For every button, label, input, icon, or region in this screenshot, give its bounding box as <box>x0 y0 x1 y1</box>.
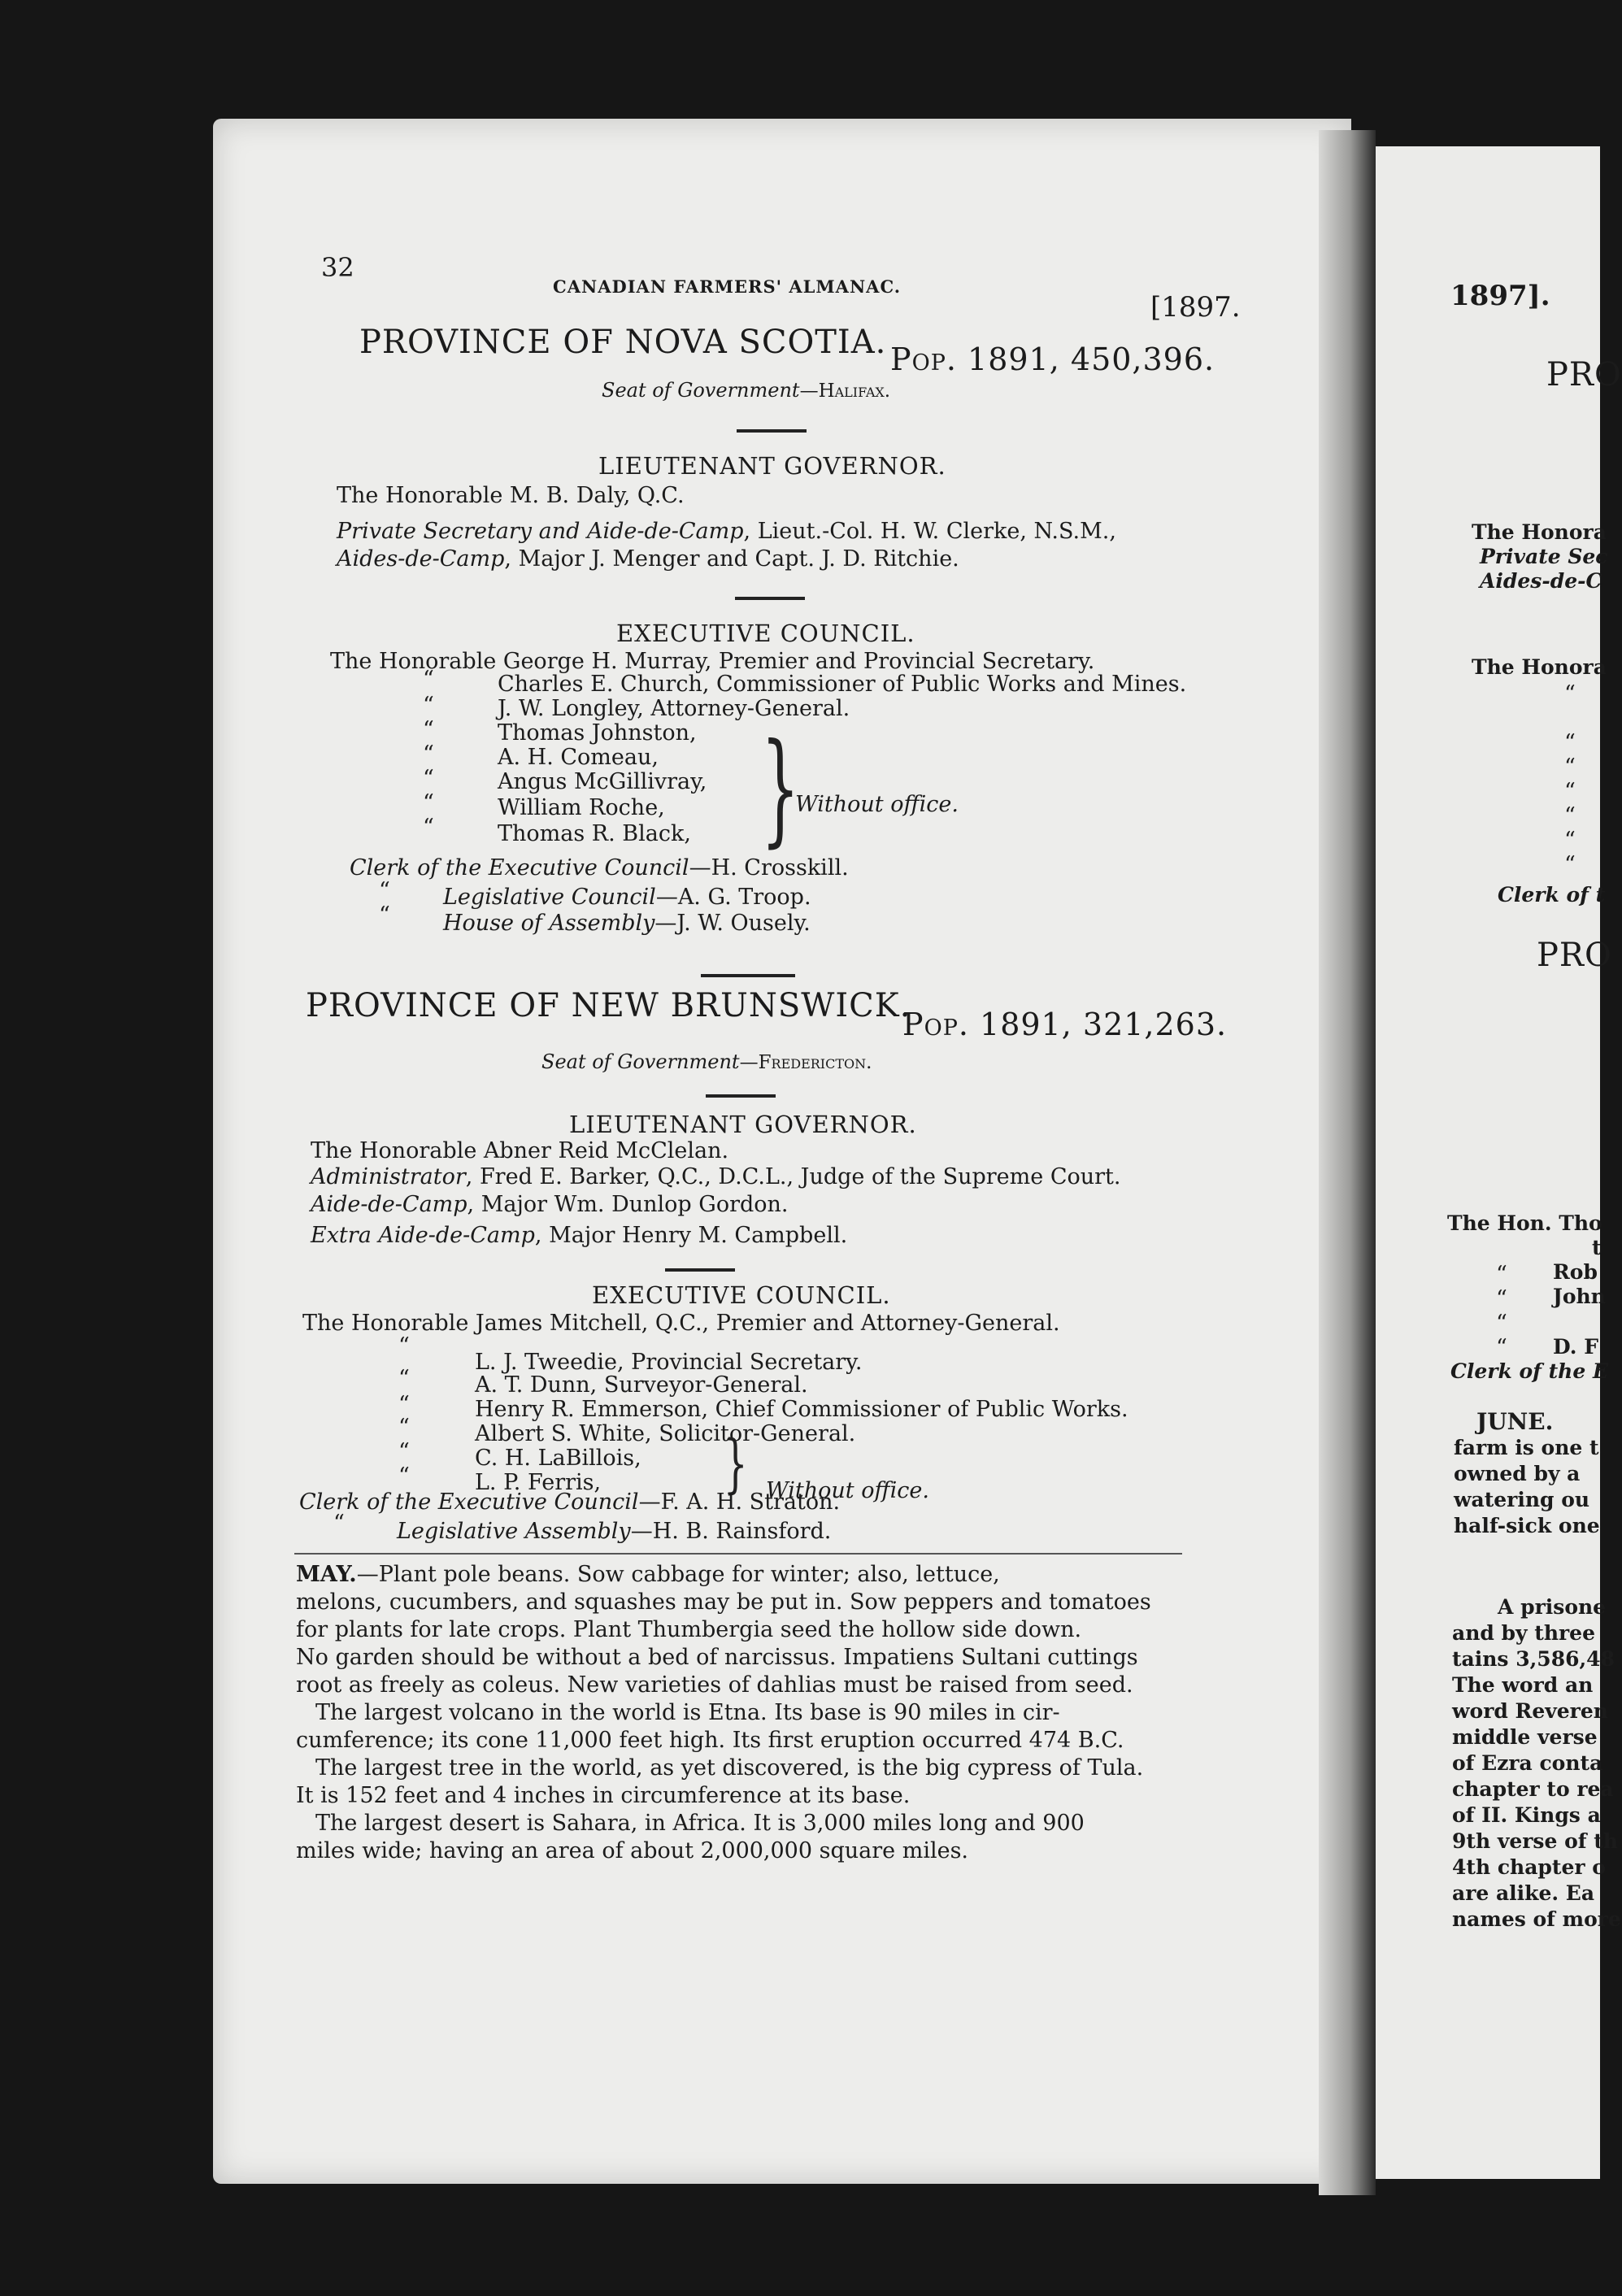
ditto-mark: “ <box>1496 1286 1507 1311</box>
facing-line: and by three <box>1452 1621 1595 1645</box>
nb-seat: Seat of Government—Fredericton. <box>541 1050 872 1073</box>
ditto-mark: “ <box>1564 681 1576 707</box>
nb-lg-line: Aide-de-Camp, Major Wm. Dunlop Gordon. <box>311 1192 789 1217</box>
nb-ec-line: C. H. LaBillois, <box>475 1446 641 1471</box>
ns-ec-line: Angus McGillivray, <box>498 769 707 794</box>
may-line: The largest tree in the world, as yet discovered, is the big cypress of Tula. <box>315 1755 1144 1781</box>
nb-lg-heading: LIEUTENANT GOVERNOR. <box>569 1111 917 1138</box>
may-line: melons, cucumbers, and squashes may be put in. Sow peppers and tomatoes <box>296 1589 1151 1615</box>
divider <box>701 974 795 977</box>
ditto-mark: “ <box>423 815 434 840</box>
ditto-mark: “ <box>398 1415 410 1440</box>
ns-ec-line: Thomas Johnston, <box>498 720 697 746</box>
facing-line: owned by a <box>1454 1462 1581 1485</box>
may-line: The largest desert is Sahara, in Africa. It is 3,000 miles long and 900 <box>315 1811 1085 1836</box>
facing-line: The word an <box>1452 1673 1594 1697</box>
may-line: cumference; its cone 11,000 feet high. Its first eruption occurred 474 B.C. <box>296 1728 1124 1753</box>
ns-clerk-line: Legislative Council—A. G. Troop. <box>443 885 811 910</box>
ditto-mark: “ <box>398 1463 410 1489</box>
running-year: [1897. <box>1150 291 1241 324</box>
nb-ec-line: Henry R. Emmerson, Chief Commissioner of Public Works. <box>475 1397 1128 1422</box>
nb-lg-line: Administrator, Fred E. Barker, Q.C., D.C.L., Judge of the Supreme Court. <box>311 1164 1121 1189</box>
ditto-mark: “ <box>423 667 434 692</box>
ns-population: Pop. 1891, 450,396. <box>890 341 1215 377</box>
ditto-mark: “ <box>1564 730 1576 755</box>
nb-lg-line: The Honorable Abner Reid McClelan. <box>311 1138 729 1163</box>
ns-ec-line: Thomas R. Black, <box>498 821 691 846</box>
facing-line: of Ezra conta <box>1452 1751 1603 1775</box>
facing-line: word Reveren <box>1452 1699 1608 1723</box>
ns-ec-heading: EXECUTIVE COUNCIL. <box>616 620 915 647</box>
divider <box>735 597 805 600</box>
divider <box>665 1268 735 1272</box>
ditto-mark: “ <box>423 693 434 718</box>
facing-line: The Honora <box>1472 655 1607 679</box>
facing-line: tains 3,586,48 <box>1452 1647 1615 1671</box>
nb-ec-line: A. T. Dunn, Surveyor-General. <box>475 1372 808 1398</box>
ditto-mark: “ <box>1564 828 1576 853</box>
ditto-mark: “ <box>398 1333 410 1359</box>
ditto-mark: “ <box>423 790 434 815</box>
ditto-mark: “ <box>333 1511 345 1536</box>
ditto-mark: “ <box>1564 754 1576 780</box>
nb-lg-line: Extra Aide-de-Camp, Major Henry M. Campbell. <box>311 1223 848 1248</box>
facing-line: 4th chapter o <box>1452 1855 1606 1879</box>
nb-ec-line: L. J. Tweedie, Provincial Secretary. <box>475 1350 863 1375</box>
ditto-mark: “ <box>379 902 390 928</box>
ns-without-office: Without office. <box>795 792 959 817</box>
page-number: 32 <box>321 252 354 283</box>
ns-clerk-line: Clerk of the Executive Council—H. Crosskill. <box>350 855 849 881</box>
facing-line: 9th verse of th <box>1452 1829 1618 1853</box>
ns-lg-line: Private Secretary and Aide-de-Camp, Lieut.-Col. H. W. Clerke, N.S.M., <box>337 519 1116 544</box>
ditto-mark: “ <box>423 766 434 791</box>
section-rule <box>294 1553 1182 1555</box>
right-page <box>1376 146 1622 2179</box>
nb-clerk-line: Clerk of the Executive Council—F. A. H. Straton. <box>299 1489 841 1515</box>
facing-line: watering ou <box>1454 1488 1590 1511</box>
ns-ec-line: A. H. Comeau, <box>498 745 659 770</box>
ns-clerk-line: House of Assembly—J. W. Ousely. <box>443 911 811 936</box>
may-line: root as freely as coleus. New varieties of dahlias must be raised from seed. <box>296 1672 1133 1698</box>
ditto-mark: “ <box>423 741 434 767</box>
nb-clerk-line: Legislative Assembly—H. B. Rainsford. <box>397 1519 832 1544</box>
ditto-mark: “ <box>379 878 390 903</box>
facing-line: Aides-de-C <box>1480 569 1602 593</box>
facing-line: D. F <box>1553 1335 1598 1359</box>
book-gutter <box>1319 130 1376 2195</box>
facing-line: John <box>1553 1285 1606 1308</box>
facing-line: names of more <box>1452 1907 1621 1931</box>
ditto-mark: “ <box>1496 1311 1507 1336</box>
ns-lg-heading: LIEUTENANT GOVERNOR. <box>598 452 946 480</box>
ditto-mark: “ <box>423 717 434 742</box>
facing-line: are alike. Ea <box>1452 1881 1595 1905</box>
divider <box>737 429 807 433</box>
ditto-mark: “ <box>398 1392 410 1417</box>
ditto-mark: “ <box>1496 1335 1507 1360</box>
facing-line: chapter to rea <box>1452 1777 1614 1801</box>
nb-population: Pop. 1891, 321,263. <box>902 1007 1228 1042</box>
facing-year: 1897]. <box>1450 280 1550 312</box>
nb-ec-line: L. P. Ferris, <box>475 1470 602 1495</box>
ditto-mark: “ <box>1496 1262 1507 1287</box>
facing-line: of II. Kings a <box>1452 1803 1601 1827</box>
june-label: JUNE. <box>1476 1408 1554 1435</box>
facing-heading: PRO <box>1546 356 1622 394</box>
facing-heading: PRO <box>1537 937 1612 974</box>
ns-ec-line: The Honorable George H. Murray, Premier and Provincial Secretary. <box>330 649 1095 674</box>
brace: } <box>760 718 800 859</box>
facing-line: The Honora <box>1472 520 1607 544</box>
divider <box>706 1094 776 1098</box>
facing-line: Clerk of the E <box>1450 1359 1609 1383</box>
ditto-mark: “ <box>398 1439 410 1464</box>
ditto-mark: “ <box>1564 803 1576 828</box>
ns-lg-line: Aides-de-Camp, Major J. Menger and Capt. J. D. Ritchie. <box>337 546 959 572</box>
ditto-mark: “ <box>1564 779 1576 804</box>
ditto-mark: “ <box>1564 852 1576 877</box>
may-line: MAY.—Plant pole beans. Sow cabbage for winter; also, lettuce, <box>296 1562 1000 1587</box>
ns-ec-line: Charles E. Church, Commissioner of Public Works and Mines. <box>498 672 1187 697</box>
ns-seat: Seat of Government—Halifax. <box>602 379 891 402</box>
facing-line: Clerk of t <box>1498 883 1606 907</box>
ns-ec-line: J. W. Longley, Attorney-General. <box>498 696 850 721</box>
ns-lg-line: The Honorable M. B. Daly, Q.C. <box>337 483 685 508</box>
may-line: miles wide; having an area of about 2,000,000 square miles. <box>296 1838 969 1863</box>
facing-line: t <box>1592 1236 1602 1259</box>
may-line: No garden should be without a bed of narcissus. Impatiens Sultani cuttings <box>296 1645 1138 1670</box>
may-paragraph <box>296 1561 1170 1865</box>
may-line: It is 152 feet and 4 inches in circumference at its base. <box>296 1783 911 1808</box>
nb-ec-line: Albert S. White, Solicitor-General. <box>475 1421 856 1446</box>
facing-line: farm is one t <box>1454 1436 1599 1459</box>
brace: } <box>723 1428 748 1501</box>
ns-ec-line: William Roche, <box>498 795 665 820</box>
nb-without-office: Without office. <box>766 1478 929 1503</box>
ns-title: PROVINCE OF NOVA SCOTIA. <box>359 324 887 361</box>
facing-line: Private Sec <box>1480 545 1608 568</box>
facing-line: middle verse <box>1452 1725 1598 1749</box>
facing-line: The Hon. Tho <box>1447 1211 1602 1235</box>
facing-line: Rob <box>1553 1260 1598 1284</box>
ditto-mark: “ <box>398 1366 410 1391</box>
may-line: for plants for late crops. Plant Thumbergia seed the hollow side down. <box>296 1617 1082 1642</box>
nb-ec-line: The Honorable James Mitchell, Q.C., Premier and Attorney-General. <box>302 1311 1060 1336</box>
facing-line: half-sick one <box>1454 1514 1600 1537</box>
may-line: The largest volcano in the world is Etna. Its base is 90 miles in cir- <box>315 1700 1060 1725</box>
facing-line: A prisone <box>1498 1595 1607 1619</box>
running-head: CANADIAN FARMERS' ALMANAC. <box>553 276 902 297</box>
nb-title: PROVINCE OF NEW BRUNSWICK. <box>306 987 911 1024</box>
nb-ec-heading: EXECUTIVE COUNCIL. <box>592 1281 891 1309</box>
